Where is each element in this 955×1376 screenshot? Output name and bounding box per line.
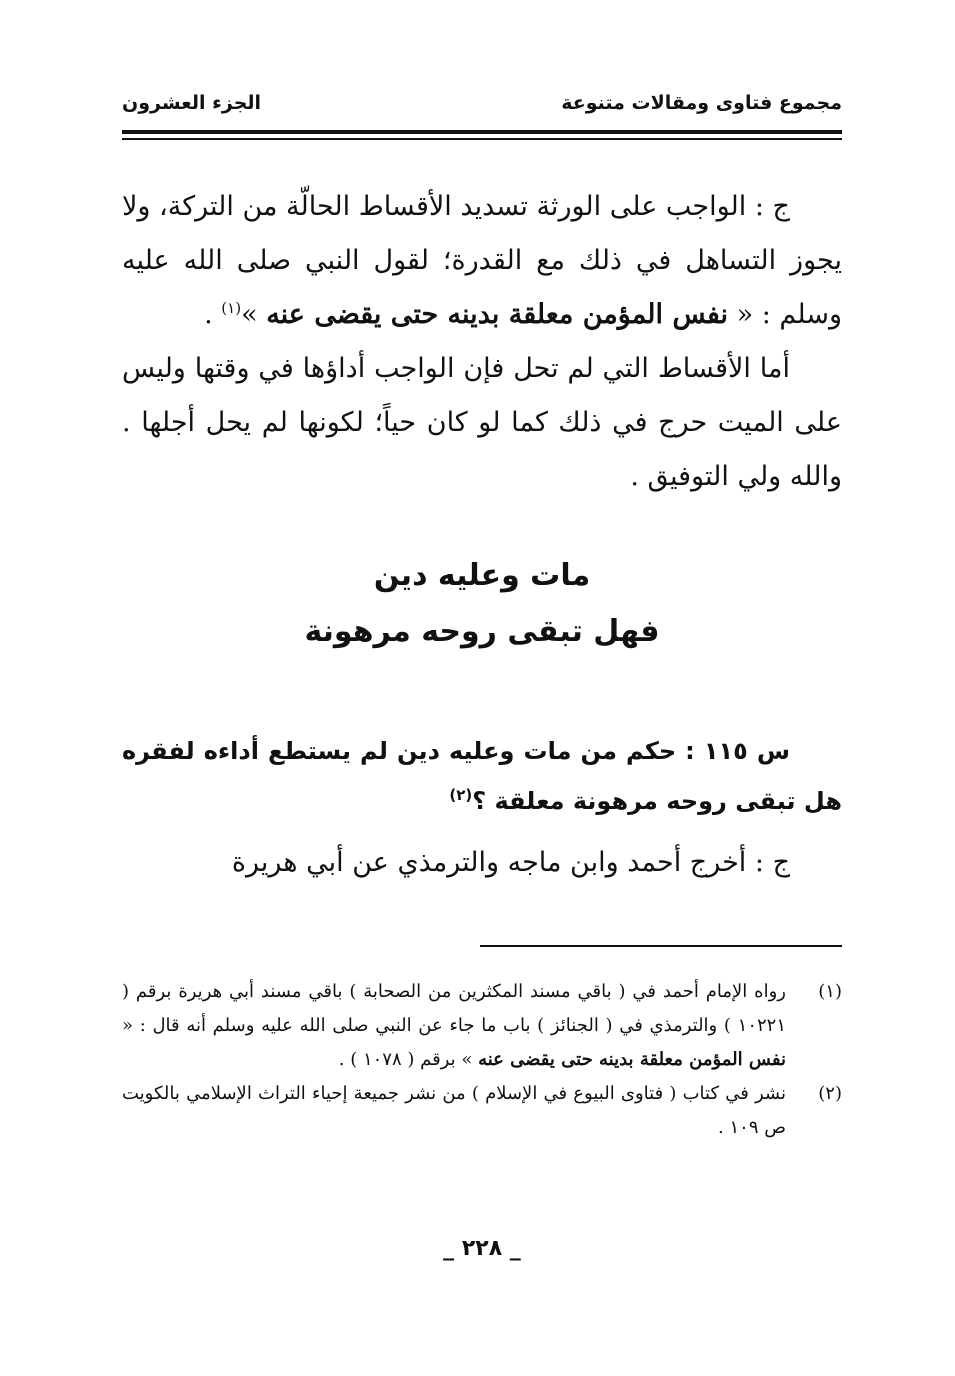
- sentence-end: .: [204, 299, 213, 330]
- header-rule-thick: [122, 130, 842, 134]
- footnote-ref-1: (١): [221, 299, 242, 317]
- answer-paragraph-3: ج : أخرج أحمد وابن ماجه والترمذي عن أبي هريرة: [231, 847, 790, 878]
- header-rule-thin: [122, 138, 842, 140]
- answer-paragraph-1: [122, 180, 842, 342]
- footnote-text-end: » برقم ( ١٠٧٨ ) .: [338, 1049, 473, 1070]
- section-title-line-2: فهل تبقى روحه مرهونة: [304, 614, 660, 649]
- question-text: س ١١٥ : حكم من مات وعليه دين لم يستطع أداءه لفقره هل تبقى روحه مرهونة معلقة ؟: [122, 737, 842, 815]
- footnotes: [122, 975, 842, 1145]
- book-title: مجموع فتاوى ومقالات متنوعة: [561, 92, 842, 114]
- section-heading: [122, 548, 842, 660]
- page-number: _ ٢٢٨ _: [443, 1236, 521, 1261]
- footnote-quote: نفس المؤمن معلقة بدينه حتى يقضى عنه: [478, 1049, 786, 1070]
- footnote-1: [122, 975, 842, 1077]
- footnote-number: (١): [818, 981, 842, 1002]
- footnote-text: نشر في كتاب ( فتاوى البيوع في الإسلام ) من نشر جميعة إحياء التراث الإسلامي بالكويت ص ١٠٩ .: [122, 1083, 786, 1138]
- answer-block-1: [122, 180, 842, 504]
- footnote-ref-2: (٢): [449, 786, 473, 804]
- volume-label: الجزء العشرون: [122, 92, 262, 114]
- answer-paragraph-2: أما الأقساط التي لم تحل فإن الواجب أداؤها في وقتها وليس على الميت حرج في ذلك كما لو كان حياً؛ لكونها لم يحل أجلها . والله ولي التوفيق .: [122, 353, 842, 492]
- footnote-number: (٢): [818, 1083, 842, 1104]
- footnote-2: [122, 1077, 842, 1145]
- question-115: [122, 726, 842, 826]
- footnote-separator: [480, 945, 842, 947]
- answer-text: ج : الواجب على الورثة تسديد الأقساط الحالّة من التركة، ولا يجوز التساهل في ذلك مع القدرة؛ لقول النبي صلى الله عليه وسلم : «: [122, 191, 842, 330]
- hadith-quote: نفس المؤمن معلقة بدينه حتى يقضى عنه: [266, 299, 729, 330]
- book-page: [122, 0, 842, 1376]
- section-title-line-1: مات وعليه دين: [373, 558, 591, 593]
- quote-close: »: [241, 299, 258, 330]
- footnote-text: رواه الإمام أحمد في ( باقي مسند المكثرين من الصحابة ) باقي مسند أبي هريرة برقم ( ١٠٢٢١ ) والترمذي في ( الجنائز ) باب ما جاء عن النبي صلى الله عليه وسلم أنه قال : «: [122, 981, 786, 1036]
- running-header: [122, 92, 842, 132]
